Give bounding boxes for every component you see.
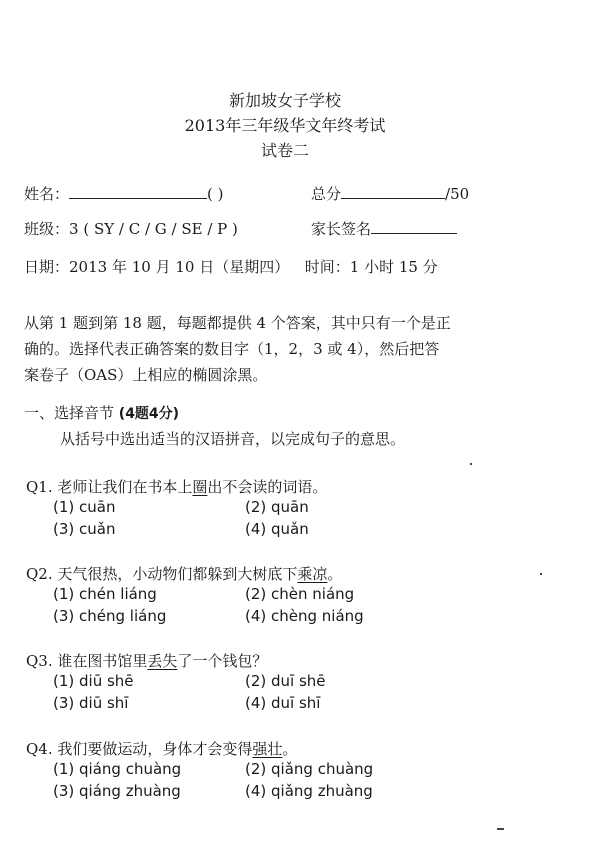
question-2-option-3[interactable]: (3) chéng liáng <box>53 607 167 625</box>
question-4-option-4[interactable]: (4) qiǎng zhuàng <box>245 782 373 800</box>
exam-title: 2013年三年级华文年终考试 <box>184 116 386 135</box>
section-title <box>24 402 179 423</box>
question-4-target: 强壮 <box>252 740 283 758</box>
question-1-target: 圈 <box>192 478 208 496</box>
question-1-option-3[interactable]: (3) cuǎn <box>53 520 116 538</box>
question-2 <box>26 563 342 584</box>
question-3-option-3[interactable]: (3) diū shī <box>53 694 129 712</box>
parent-signature-row <box>311 218 457 239</box>
question-4-stem-end: 。 <box>282 740 298 758</box>
instructions <box>24 310 451 388</box>
section-marks: (4题4分) <box>118 406 180 422</box>
section-title-text: 一、选择音节 <box>24 404 115 422</box>
class-number-paren: ( ) <box>207 185 224 203</box>
question-1 <box>26 476 327 497</box>
question-3-stem: Q3. 谁在图书馆里 <box>26 652 148 670</box>
date-value: 2013 年 10 月 10 日（星期四） <box>69 258 290 276</box>
name-label: 姓名： <box>24 185 70 203</box>
question-1-option-4[interactable]: (4) quǎn <box>245 520 309 538</box>
question-3 <box>26 650 267 671</box>
question-3-stem-end: 了一个钱包？ <box>177 652 268 670</box>
question-4-stem: Q4. 我们要做运动，身体才会变得 <box>26 740 253 758</box>
date-label: 日期： <box>24 258 70 276</box>
time-label: 时间： <box>304 258 350 276</box>
question-2-target: 乘凉 <box>297 565 328 583</box>
school-name: 新加坡女子学校 <box>228 91 341 110</box>
score-total: /50 <box>445 185 470 203</box>
parent-signature-blank[interactable] <box>371 219 457 234</box>
question-2-option-2[interactable]: (2) chèn niáng <box>245 585 355 603</box>
question-2-stem-end: 。 <box>327 565 343 583</box>
score-blank[interactable] <box>341 184 445 199</box>
time-value: 1 小时 15 分 <box>349 258 438 276</box>
name-blank[interactable] <box>69 184 207 199</box>
scan-speck <box>470 463 472 465</box>
question-3-target: 丢失 <box>147 652 178 670</box>
question-4-option-3[interactable]: (3) qiáng zhuàng <box>53 782 181 800</box>
date-row <box>24 256 438 277</box>
question-1-option-2[interactable]: (2) quān <box>245 498 309 516</box>
class-label: 班级： <box>24 220 70 238</box>
question-1-stem-end: 出不会读的词语。 <box>207 478 328 496</box>
instructions-line-1: 从第 1 题到第 18 题，每题都提供 4 个答案，其中只有一个是正 <box>24 314 451 332</box>
parent-signature-label: 家长签名 <box>311 220 372 238</box>
question-2-option-1[interactable]: (1) chén liáng <box>53 585 157 603</box>
question-3-option-4[interactable]: (4) duī shī <box>245 694 321 712</box>
question-4 <box>26 738 297 759</box>
score-label: 总分 <box>311 185 342 203</box>
section-description: 从括号中选出适当的汉语拼音，以完成句子的意思。 <box>60 430 406 448</box>
question-2-stem: Q2. 天气很热，小动物们都躲到大树底下 <box>26 565 298 583</box>
question-1-option-1[interactable]: (1) cuān <box>53 498 116 516</box>
scan-speck <box>540 573 542 575</box>
question-4-option-1[interactable]: (1) qiáng chuàng <box>53 760 182 778</box>
score-row <box>311 183 469 204</box>
question-1-stem: Q1. 老师让我们在书本上 <box>26 478 193 496</box>
question-3-option-2[interactable]: (2) duī shē <box>245 672 326 690</box>
question-3-option-1[interactable]: (1) diū shē <box>53 672 134 690</box>
class-row <box>24 218 238 239</box>
name-row <box>24 183 224 204</box>
question-2-option-4[interactable]: (4) chèng niáng <box>245 607 364 625</box>
class-value: 3 ( SY / C / G / SE / P ) <box>69 220 238 238</box>
paper-title: 试卷二 <box>260 141 309 160</box>
scan-speck <box>497 828 504 830</box>
instructions-line-2: 确的。选择代表正确答案的数目字（1，2，3 或 4），然后把答 <box>24 340 440 358</box>
question-4-option-2[interactable]: (2) qiǎng chuàng <box>245 760 374 778</box>
instructions-line-3: 案卷子（OAS）上相应的椭圆涂黑。 <box>24 366 268 384</box>
